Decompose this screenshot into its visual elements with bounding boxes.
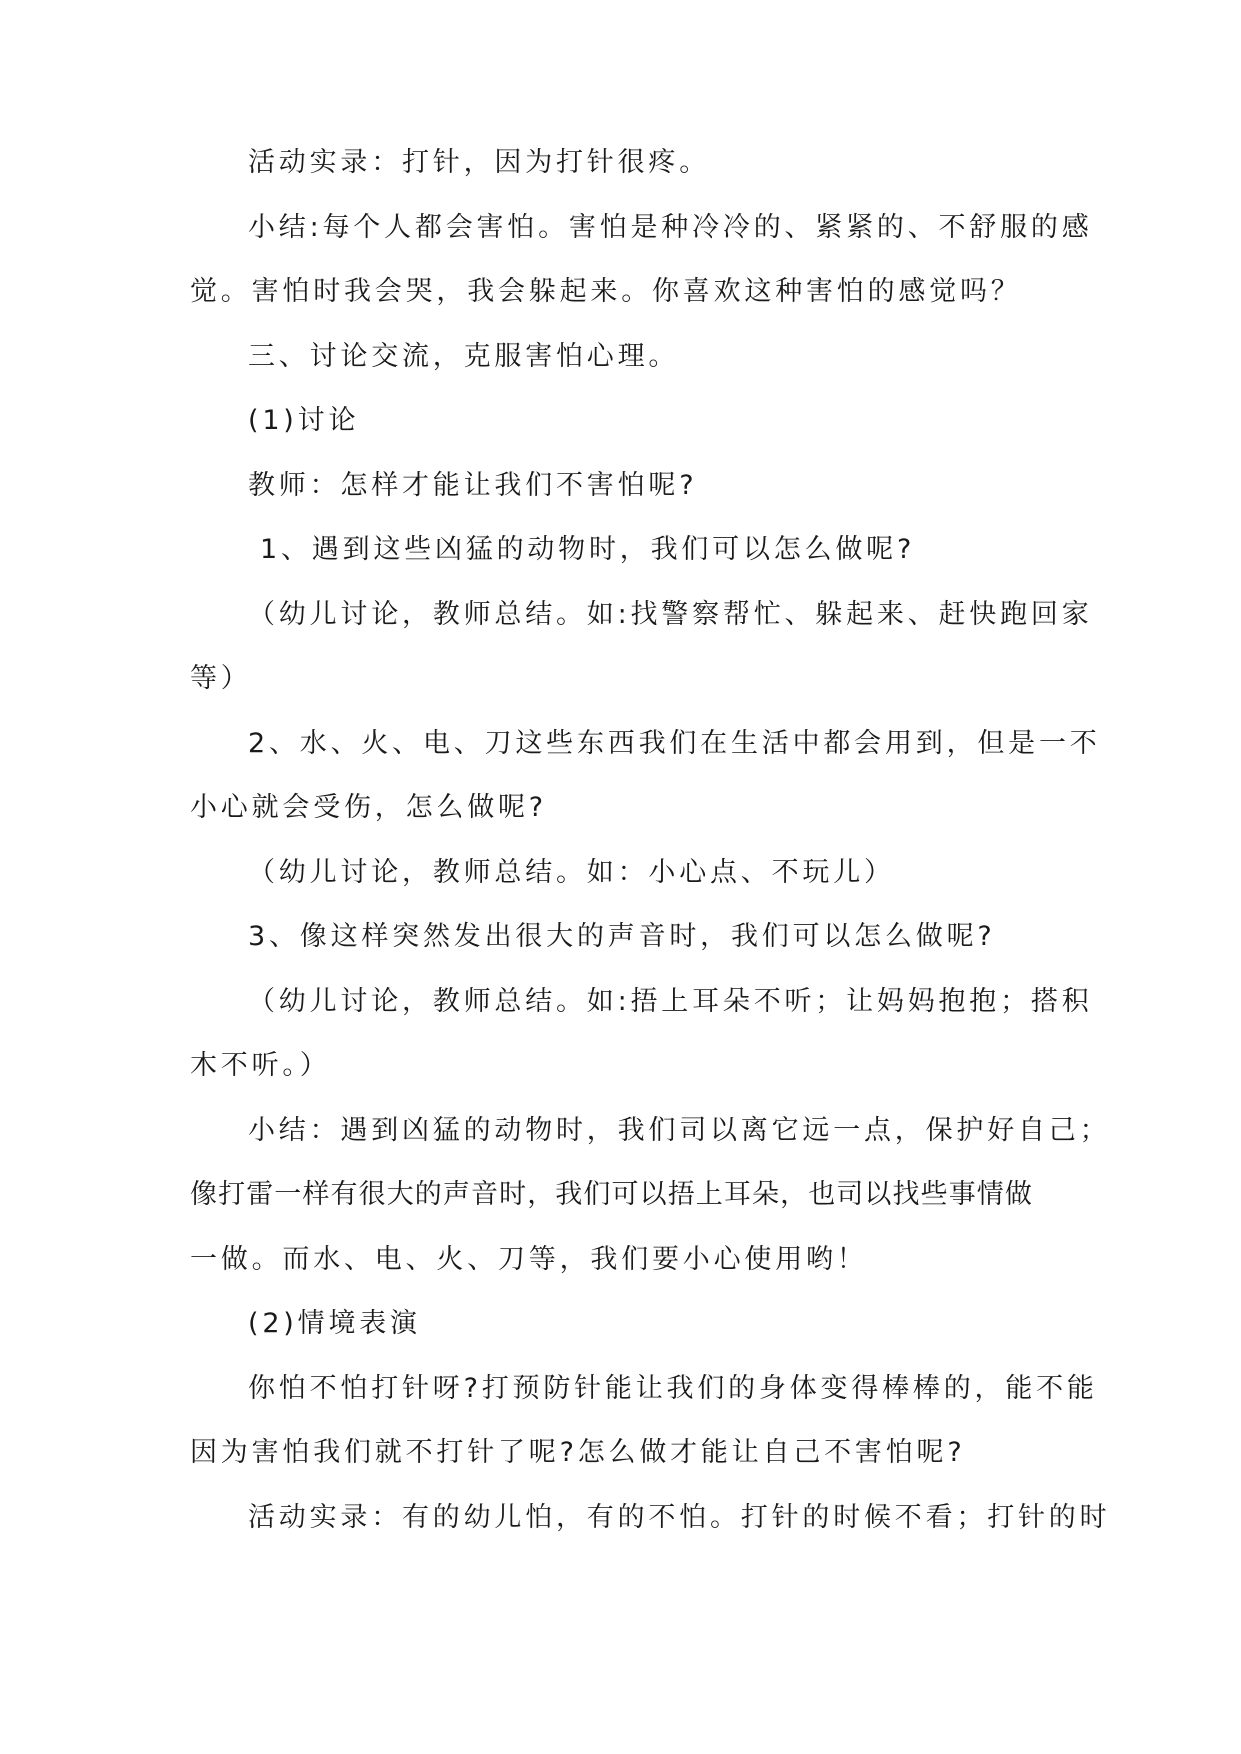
text-line: (1)讨论 bbox=[248, 405, 360, 436]
text-line: 活动实录：有的幼儿怕，有的不怕。打针的时候不看；打针的时 bbox=[248, 1502, 1111, 1533]
text-line: 一做。而水、电、火、刀等，我们要小心使用哟！ bbox=[190, 1244, 868, 1275]
text-line: 2、水、火、电、刀这些东西我们在生活中都会用到，但是一不 bbox=[248, 728, 1101, 759]
text-line: 等） bbox=[190, 663, 252, 694]
text-line: 教师：怎样才能让我们不害怕呢? bbox=[248, 470, 698, 501]
text-line: 木不听。） bbox=[190, 1050, 331, 1081]
text-line: （幼儿讨论，教师总结。如：小心点、不玩儿） bbox=[248, 857, 895, 888]
text-line: (2)情境表演 bbox=[248, 1308, 421, 1339]
text-line: 小心就会受伤，怎么做呢? bbox=[190, 792, 547, 823]
text-line: 小结:每个人都会害怕。害怕是种冷冷的、紧紧的、不舒服的感 bbox=[248, 212, 1093, 243]
text-line: （幼儿讨论，教师总结。如:找警察帮忙、躲起来、赶快跑回家 bbox=[248, 599, 1093, 630]
text-line: 因为害怕我们就不打针了呢?怎么做才能让自己不害怕呢? bbox=[190, 1437, 966, 1468]
text-line: 1、遇到这些凶猛的动物时，我们可以怎么做呢? bbox=[260, 534, 916, 565]
text-line: 像打雷一样有很大的声音时，我们可以捂上耳朵，也司以找些事情做 bbox=[190, 1179, 1033, 1210]
text-line: 你怕不怕打针呀?打预防针能让我们的身体变得棒棒的，能不能 bbox=[248, 1373, 1098, 1404]
text-line: 活动实录：打针，因为打针很疼。 bbox=[248, 147, 710, 178]
text-line: 3、像这样突然发出很大的声音时，我们可以怎么做呢? bbox=[248, 921, 996, 952]
text-line: （幼儿讨论，教师总结。如:捂上耳朵不听；让妈妈抱抱；搭积 bbox=[248, 986, 1093, 1017]
text-line: 三、讨论交流，克服害怕心理。 bbox=[248, 341, 680, 372]
text-line: 小结：遇到凶猛的动物时，我们司以离它远一点，保护好自己； bbox=[248, 1115, 1111, 1146]
text-line: 觉。害怕时我会哭，我会躲起来。你喜欢这种害怕的感觉吗？ bbox=[190, 276, 1022, 307]
